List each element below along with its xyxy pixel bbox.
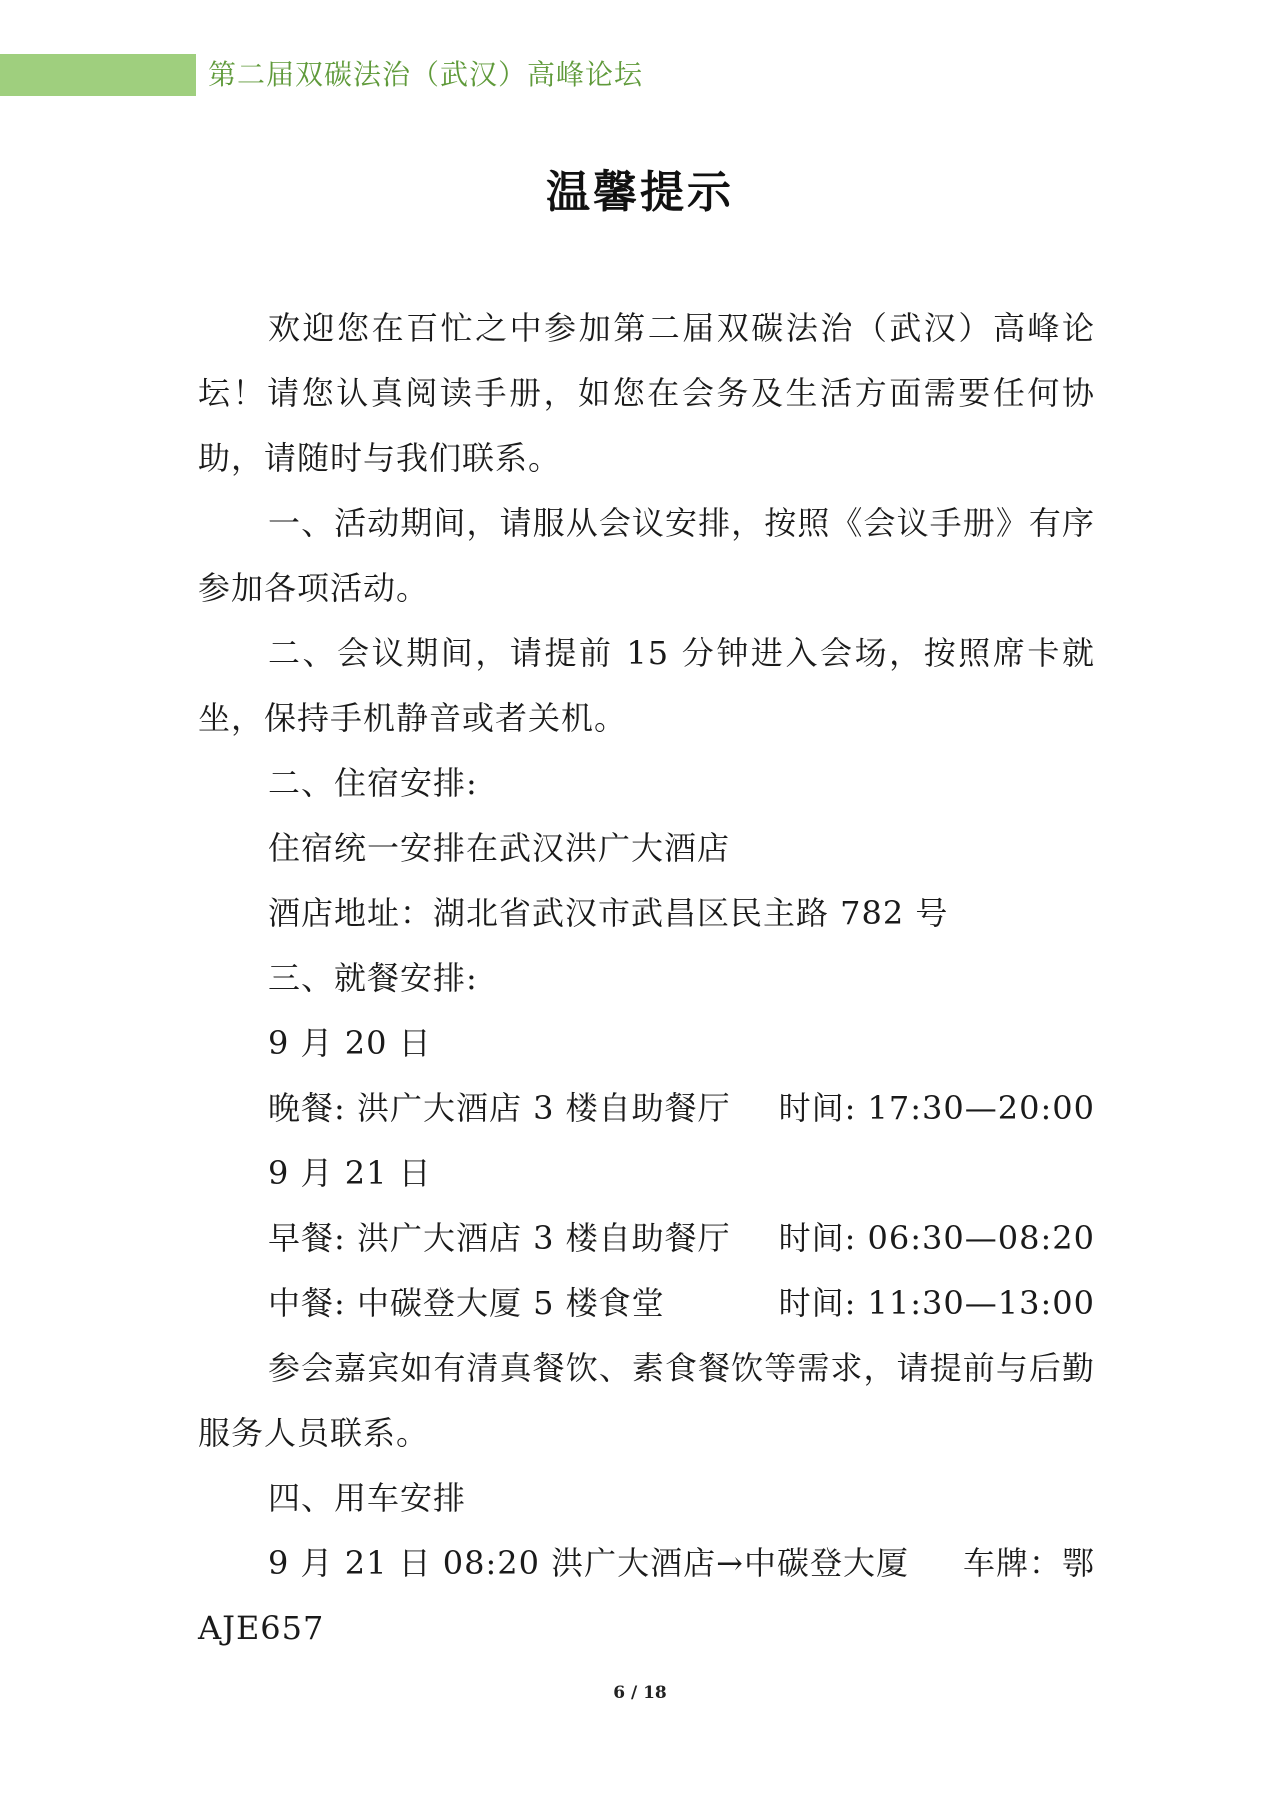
transport-route-row [198, 1531, 1095, 1596]
lodging-hotel: 住宿统一安排在武汉洪广大酒店 [268, 829, 731, 867]
page-number: 6 / 18 [613, 1683, 667, 1703]
dining-heading: 三、就餐安排: [268, 959, 478, 997]
lodging-address: 酒店地址：湖北省武汉市武昌区民主路 782 号 [268, 894, 949, 932]
meal-time: 时间: 11:30—13:00 [778, 1284, 1095, 1322]
dining-note: 参会嘉宾如有清真餐饮、素食餐饮等需求，请提前与后勤服务人员联系。 [198, 1349, 1095, 1452]
header-title: 第二届双碳法治（武汉）高峰论坛 [208, 58, 644, 91]
transport-plate-label: 车牌：鄂 [962, 1544, 1095, 1582]
meal-place: 晚餐: 洪广大酒店 3 楼自助餐厅 [268, 1089, 731, 1127]
transport-plate-number: AJE657 [198, 1609, 325, 1647]
dining-day2: 9 月 21 日 [268, 1154, 432, 1192]
meal-time: 时间: 06:30—08:20 [778, 1219, 1095, 1257]
intro-paragraph: 欢迎您在百忙之中参加第二届双碳法治（武汉）高峰论坛！请您认真阅读手册，如您在会务及生活方面需要任何协助，请随时与我们联系。 [198, 309, 1095, 477]
meal-row [198, 1206, 1095, 1271]
transport-route: 9 月 21 日 08:20 洪广大酒店→中碳登大厦 [268, 1544, 909, 1582]
transport-heading: 四、用车安排 [268, 1479, 467, 1517]
meal-row [198, 1076, 1095, 1141]
activity-paragraph: 一、活动期间，请服从会议安排，按照《会议手册》有序参加各项活动。 [198, 504, 1095, 607]
meal-time: 时间: 17:30—20:00 [778, 1089, 1095, 1127]
meal-row [198, 1271, 1095, 1336]
meal-place: 早餐: 洪广大酒店 3 楼自助餐厅 [268, 1219, 731, 1257]
notice-body [198, 296, 1095, 1661]
page-title: 温馨提示 [546, 167, 734, 218]
lodging-heading: 二、住宿安排: [268, 764, 478, 802]
dining-day1: 9 月 20 日 [268, 1024, 432, 1062]
meeting-paragraph: 二、会议期间，请提前 15 分钟进入会场，按照席卡就坐，保持手机静音或者关机。 [198, 634, 1095, 737]
header-accent-band [0, 54, 196, 96]
meal-place: 中餐: 中碳登大厦 5 楼食堂 [268, 1284, 665, 1322]
